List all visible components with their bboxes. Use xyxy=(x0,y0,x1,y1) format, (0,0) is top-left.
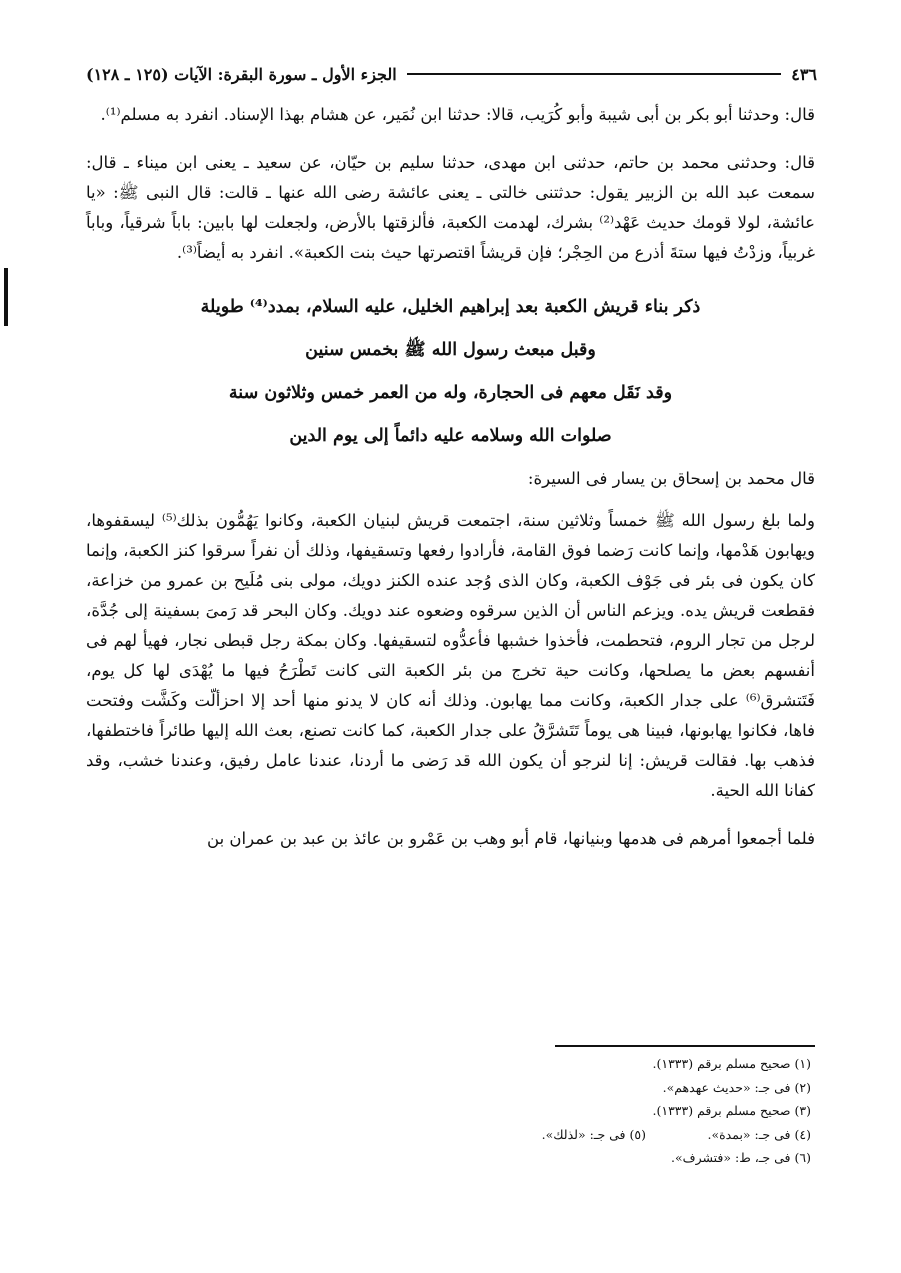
running-title: الجزء الأول ـ سورة البقرة: الآيات (١٢٥ ـ ١٢٨) xyxy=(86,64,397,84)
footnote-5: (٥) فى جـ: «لذلك». xyxy=(541,1126,646,1142)
hadith-paragraph-2: قال: وحدثنى محمد بن حاتم، حدثنى ابن مهدى، حدثنا سليم بن حيّان، عن سعيد ـ يعنى ابن ميناء ـ قال: سمعت عبد الله بن الزبير يقول: حدثتنى خالتى ـ يعنى عائشة رضى الله عنها ـ قالت: قال النبى ﷺ: «يا عائشة، لولا قومك حديث عَهْد⁽²⁾ بشرك، لهدمت الكعبة، فألزقتها بالأرض، ولجعلت لها بابين: باباً شرقياً، وباباً غربياً، وزدْتُ فيها ستةَ أذرع من الحِجْر؛ فإن قريشاً اقتصرتها حيث بنت الكعبة». انفرد به أيضاً⁽³⁾. xyxy=(86,153,815,262)
footnote-4: (٤) فى جـ: «بمدة». xyxy=(707,1126,811,1142)
hadith-paragraph-1: قال: وحدثنا أبو بكر بن أبى شيبة وأبو كُرَيب، قالا: حدثنا ابن نُمَير، عن هشام بهذا الإسناد. انفرد به مسلم⁽¹⁾. xyxy=(100,105,815,124)
running-header xyxy=(86,60,817,88)
footnotes xyxy=(90,1052,811,1170)
heading-line-2: وقبل مبعث رسول الله ﷺ بخمس سنين xyxy=(305,340,596,360)
footnote-2: (٢) فى جـ: «حديث عهدهم». xyxy=(662,1079,811,1095)
footnote-row-4-5 xyxy=(90,1123,811,1147)
footnote-separator xyxy=(555,1045,815,1047)
page-number: ٤٣٦ xyxy=(791,64,817,84)
footnote-1: (١) صحيح مسلم برقم (١٣٣٣). xyxy=(652,1056,811,1071)
header-rule xyxy=(407,73,782,75)
main-text xyxy=(86,100,815,872)
margin-bracket-mark xyxy=(4,268,8,326)
intro-line: قال محمد بن إسحاق بن يسار فى السيرة: xyxy=(527,469,815,488)
footnote-6: (٦) فى جـ، ط: «فتشرف». xyxy=(671,1150,811,1165)
footnote-3: (٣) صحيح مسلم برقم (١٣٣٣). xyxy=(652,1103,811,1118)
closing-paragraph: فلما أجمعوا أمرهم فى هدمها وبنيانها، قام أبو وهب بن عَمْرو بن عائذ بن عبد بن عمران بن xyxy=(207,829,815,848)
heading-line-3: وقد نَقَل معهم فى الحجارة، وله من العمر خمس وثلاثون سنة xyxy=(228,383,673,403)
narrative-paragraph: ولما بلغ رسول الله ﷺ خمساً وثلاثين سنة، اجتمعت قريش لبنيان الكعبة، وكانوا يَهُمُّون بذلك⁽⁵⁾ ليسقفوها، ويهابون هَدْمها، وإنما كانت رَضما فوق القامة، فأرادوا رفعها وتسقيفها، وذلك أن نفراً سرقوا كنز الكعبة، وإنما كان يكون فى بئر فى جَوْف الكعبة، وكان الذى وُجد عنده الكنز دويك، مولى بنى مُلَيح بن عمرو من خزاعة، فقطعت قريش يده. ويزعم الناس أن الذين سرقوه وضعوه عند دويك. وكان البحر قد رَمىَ بسفينة إلى جُدَّة، لرجل من تجار الروم، فتحطمت، فأخذوا خشبها فأعدُّوه لتسقيفها. وكان بمكة رجل قبطى نجار، فهيأ لهم فى أنفسهم بعض ما يصلحها، وكانت حية تخرج من بئر الكعبة التى كانت تَطْرَحُ فيها ما يُهْدَى لها كل يوم، فَتَتشرق⁽⁶⁾ على جدار الكعبة، وكانت مما يهابون. وذلك أنه كان لا يدنو منها أحد إلا احزألّت وكَشَّت وفتحت فاها، فكانوا يهابونها، فبينا هى يوماً تَتَشرَّقُ على جدار الكعبة، كما كانت تصنع، بعث الله إليها طائراً فاختطفها، فذهب بها. فقالت قريش: إنا لنرجو أن يكون الله قد رَضى ما أردنا، عندنا عامل رفيق، وعندنا خشب، وقد كفانا الله الحية. xyxy=(86,511,816,800)
heading-line-1: ذكر بناء قريش الكعبة بعد إبراهيم الخليل، عليه السلام، بمدد⁽⁴⁾ طويلة xyxy=(200,297,701,317)
section-heading xyxy=(86,286,815,458)
heading-line-4: صلوات الله وسلامه عليه دائماً إلى يوم الدين xyxy=(289,426,612,446)
